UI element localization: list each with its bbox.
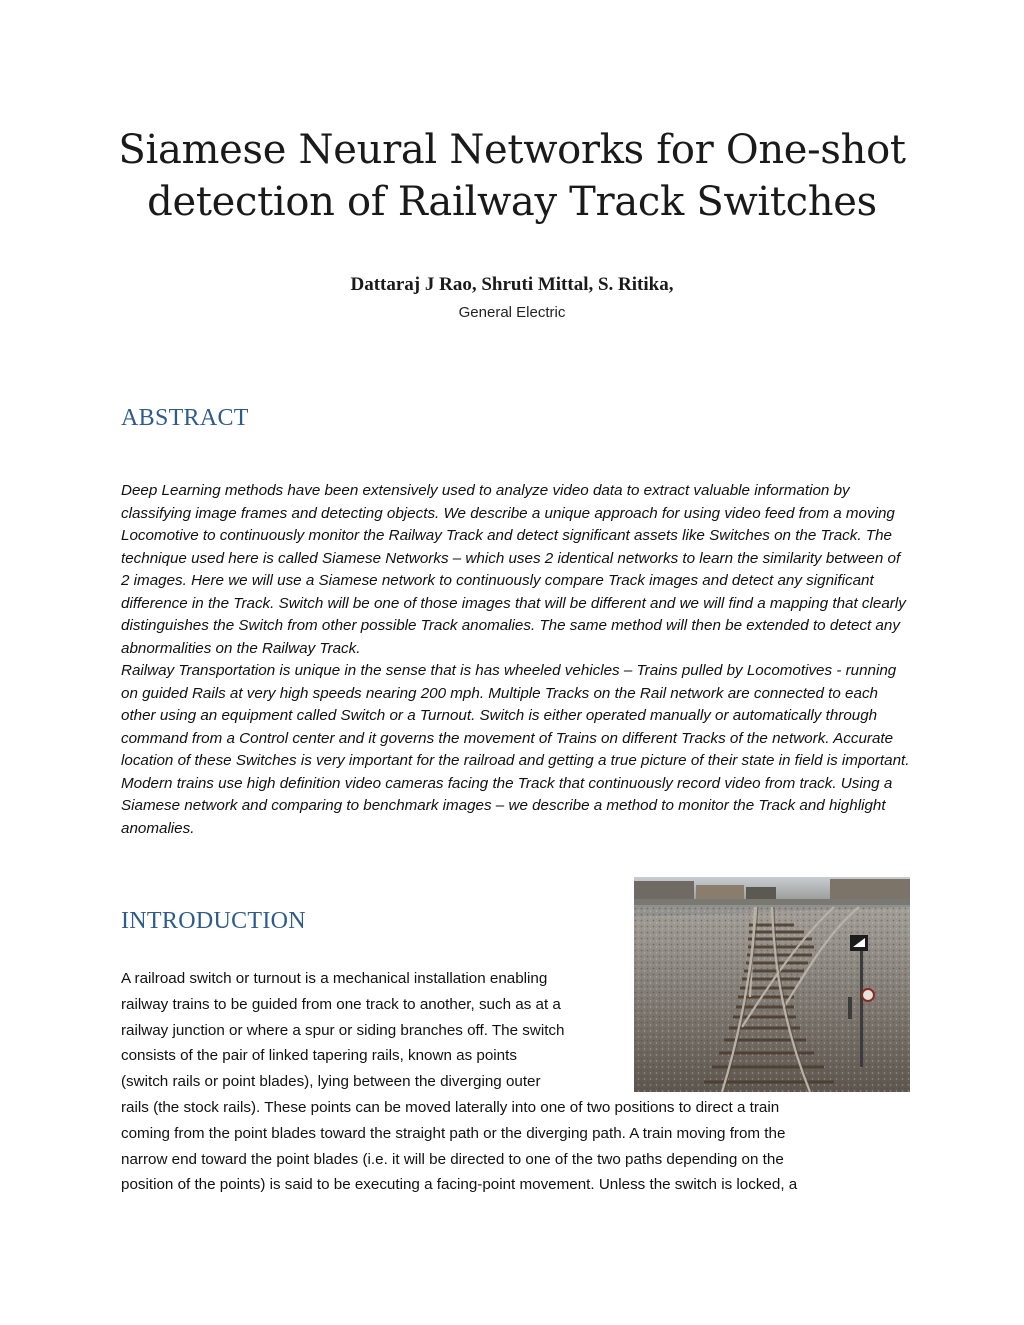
abstract-paragraph: Deep Learning methods have been extensively used to analyze video data to extract valuable information by classifying image frames and detecting objects. We describe a unique approach for using video feed from a moving Locomotive to continuously monitor the Railway Track and detect significant assets like Switches on the Track. The technique used here is called Siamese Networks – which uses 2 identical networks to learn the similarity between of 2 images. Here we will use a Siamese network to continuously compare Track images and detect any significant difference in the Track. Switch will be one of those images that will be different and we will find a mapping that clearly distinguishes the Switch from other possible Track anomalies. The same method will then be extended to detect any abnormalities on the Railway Track. bbox=[121, 482, 906, 657]
abstract-body bbox=[121, 480, 911, 840]
abstract-paragraph: Railway Transportation is unique in the sense that is has wheeled vehicles – Trains pulled by Locomotives - running on guided Rails at very high speeds nearing 200 mph. Multiple Tracks on the Rail network are connected to each other using an equipment called Switch or a Turnout. Switch is either operated manually or automatically through command from a Control center and it governs the movement of Trains on different Tracks of the network. Accurate location of these Switches is very important for the railroad and getting a true picture of their state in field is important. Modern trains use high definition video cameras facing the Track that continuously record video from track. Using a Siamese network and comparing to benchmark images – we describe a method to monitor the Track and highlight anomalies. bbox=[121, 662, 910, 837]
intro-line: railway junction or where a spur or siding branches off. The switch bbox=[121, 1021, 565, 1039]
author-list: Dattaraj J Rao, Shruti Mittal, S. Ritika, bbox=[350, 274, 674, 295]
abstract-heading: ABSTRACT bbox=[121, 405, 249, 431]
paper-title bbox=[0, 124, 1024, 228]
intro-line: coming from the point blades toward the straight path or the diverging path. A train moving from the bbox=[121, 1124, 786, 1142]
introduction-heading: INTRODUCTION bbox=[121, 908, 306, 934]
intro-line: rails (the stock rails). These points can be moved laterally into one of two positions to direct a train bbox=[121, 1098, 780, 1116]
title-line-1: Siamese Neural Networks for One-shot bbox=[118, 127, 906, 173]
title-line-2: detection of Railway Track Switches bbox=[147, 179, 877, 225]
intro-line: (switch rails or point blades), lying between the diverging outer bbox=[121, 1073, 541, 1091]
intro-line: position of the points) is said to be executing a facing-point movement. Unless the switch is locked, a bbox=[121, 1176, 798, 1194]
affiliation: General Electric bbox=[458, 304, 566, 321]
intro-line: narrow end toward the point blades (i.e. it will be directed to one of the two paths depending on the bbox=[121, 1150, 784, 1168]
intro-line: railway trains to be guided from one track to another, such as at a bbox=[121, 995, 561, 1013]
introduction-body bbox=[121, 966, 797, 1198]
intro-line: consists of the pair of linked tapering rails, known as points bbox=[121, 1047, 517, 1065]
intro-line: A railroad switch or turnout is a mechanical installation enabling bbox=[121, 970, 548, 987]
